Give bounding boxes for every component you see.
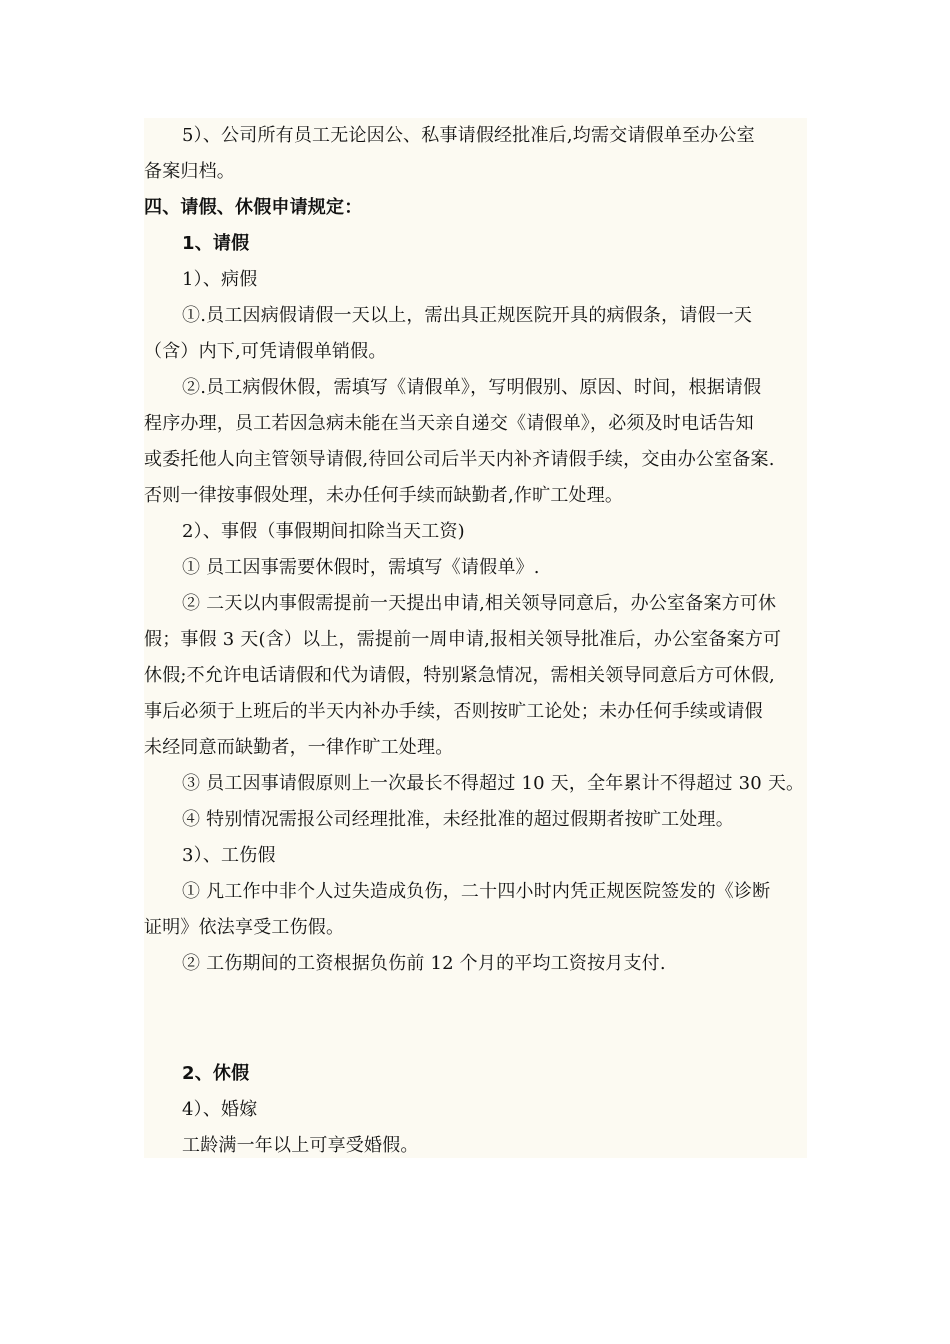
paragraph-line: ② 工伤期间的工资根据负伤前 12 个月的平均工资按月支付. (182, 953, 666, 974)
document-body (144, 118, 807, 1158)
paragraph-line: 假；事假 3 天(含）以上，需提前一周申请,报相关领导批准后，办公室备案方可 (144, 629, 782, 650)
item-heading: 2）、事假（事假期间扣除当天工资) (182, 521, 465, 542)
item-heading: 4）、婚嫁 (182, 1099, 258, 1120)
paragraph-line: 工龄满一年以上可享受婚假。 (182, 1135, 419, 1156)
paragraph-line: 否则一律按事假处理，未办任何手续而缺勤者,作旷工处理。 (144, 485, 624, 506)
item-heading: 1）、病假 (182, 269, 258, 290)
paragraph-line: ①.员工因病假请假一天以上，需出具正规医院开具的病假条，请假一天 (182, 305, 753, 326)
paragraph-line: 休假;不允许电话请假和代为请假，特别紧急情况，需相关领导同意后方可休假, (144, 665, 775, 686)
paragraph-line: ① 凡工作中非个人过失造成负伤，二十四小时内凭正规医院签发的《诊断 (182, 881, 771, 902)
paragraph-line: 证明》依法享受工伤假。 (144, 917, 345, 938)
subsection-heading: 1、请假 (182, 233, 250, 254)
paragraph-line: （含）内下,可凭请假单销假。 (144, 341, 387, 362)
paragraph-line: 程序办理，员工若因急病未能在当天亲自递交《请假单》，必须及时电话告知 (144, 413, 754, 434)
paragraph-line: 或委托他人向主管领导请假,待回公司后半天内补齐请假手续，交由办公室备案. (144, 449, 775, 470)
paragraph-line: 事后必须于上班后的半天内补办手续，否则按旷工论处；未办任何手续或请假 (144, 701, 763, 722)
subsection-heading: 2、休假 (182, 1063, 250, 1084)
paragraph-line: ③ 员工因事请假原则上一次最长不得超过 10 天，全年累计不得超过 30 天。 (182, 773, 805, 794)
paragraph-line: ① 员工因事需要休假时，需填写《请假单》. (182, 557, 540, 578)
paragraph-line: 备案归档。 (144, 161, 235, 182)
section-heading: 四、请假、休假申请规定： (144, 197, 363, 218)
item-heading: 3）、工伤假 (182, 845, 276, 866)
paragraph-line: 未经同意而缺勤者，一律作旷工处理。 (144, 737, 454, 758)
paragraph-line: ④ 特别情况需报公司经理批准，未经批准的超过假期者按旷工处理。 (182, 809, 734, 830)
paragraph-line: ②.员工病假休假，需填写《请假单》，写明假别、原因、时间，根据请假 (182, 377, 762, 398)
paragraph-line: 5）、公司所有员工无论因公、私事请假经批准后,均需交请假单至办公室 (182, 125, 755, 146)
paragraph-line: ② 二天以内事假需提前一天提出申请,相关领导同意后，办公室备案方可休 (182, 593, 777, 614)
